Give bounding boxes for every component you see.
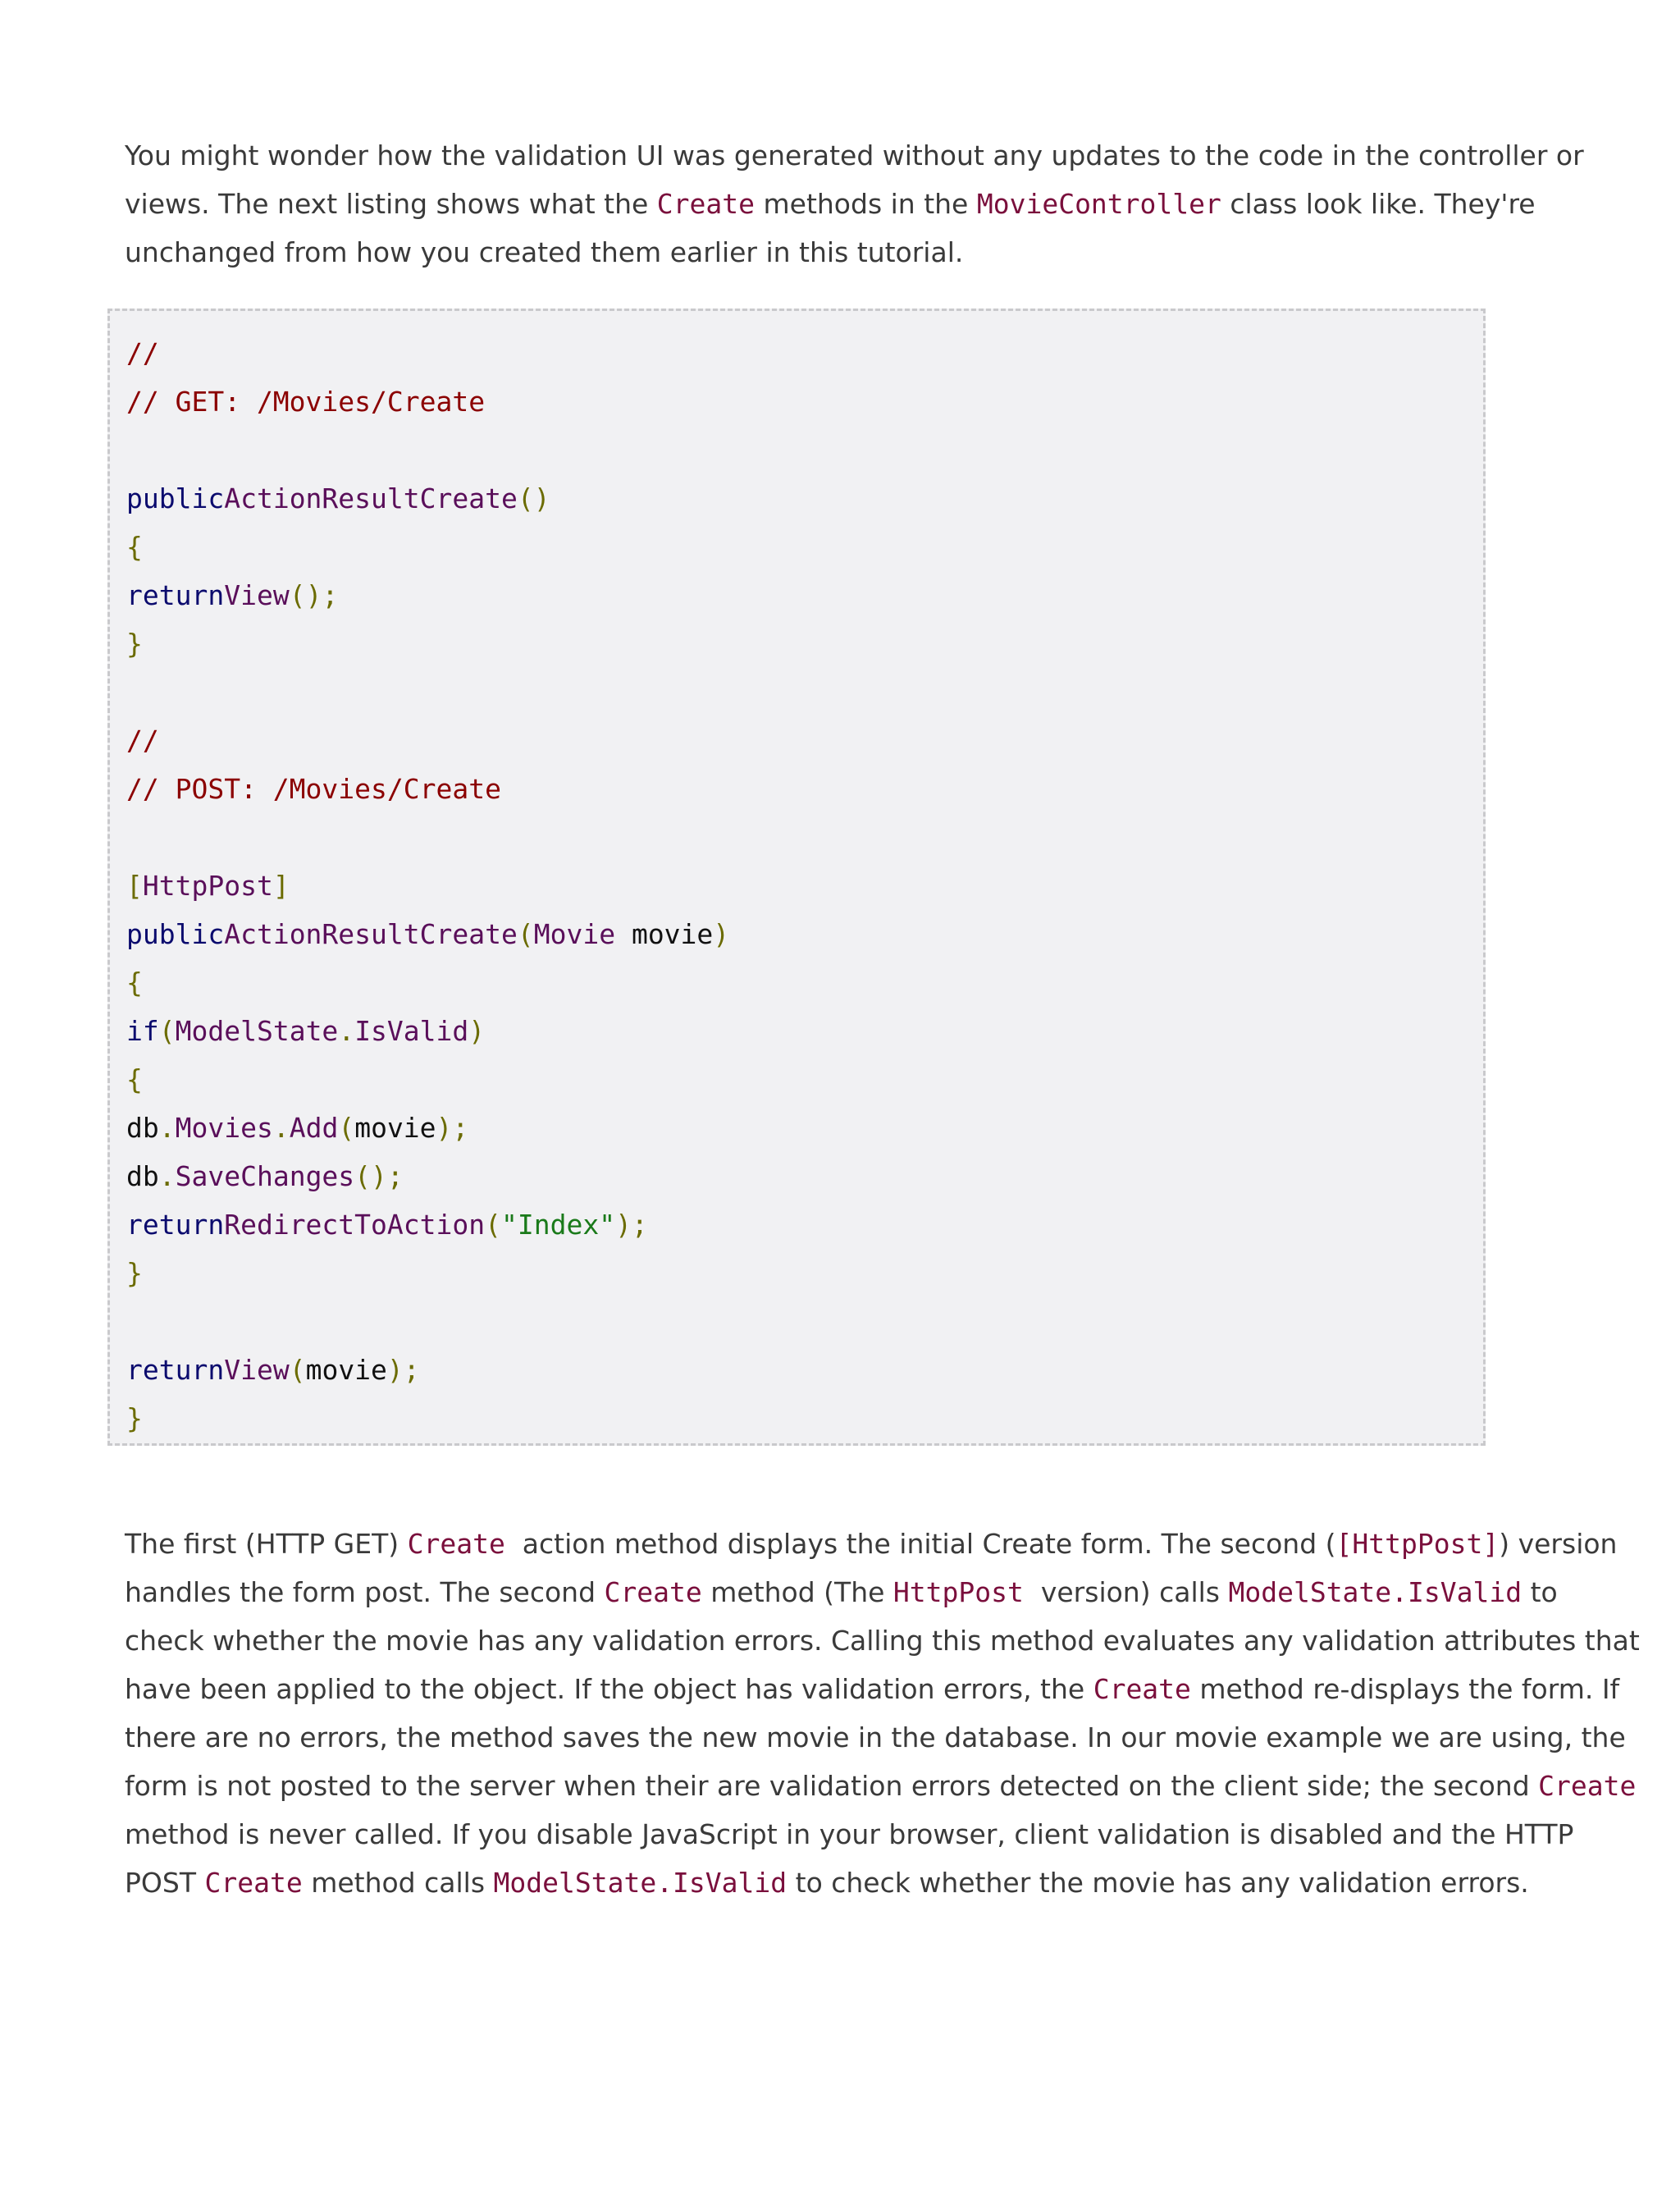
inline-code: Create	[656, 188, 756, 220]
code-token: {	[126, 1063, 143, 1095]
code-token: SaveChanges	[175, 1160, 355, 1192]
code-line	[126, 1152, 1483, 1200]
code-token: View	[224, 579, 290, 611]
text-line	[125, 1810, 1574, 1858]
code-line	[126, 1346, 1483, 1394]
code-token: return	[126, 1354, 225, 1386]
text-run: there are no errors, the method saves the new movie in the database. In our movie example we are using, the	[125, 1721, 1626, 1753]
code-token: if	[126, 1015, 159, 1047]
code-token: ActionResult	[224, 918, 420, 950]
code-token: Create	[419, 482, 518, 514]
text-run: have been applied to the object. If the object has validation errors, the	[125, 1673, 1093, 1705]
inline-code: MovieController	[976, 188, 1221, 220]
text-line	[125, 1520, 1618, 1568]
code-token: ()	[517, 482, 550, 514]
text-run: version) calls	[1023, 1576, 1229, 1608]
code-token: "Index"	[500, 1209, 616, 1241]
text-run: handles the form post. The second	[125, 1576, 605, 1608]
code-line	[126, 571, 1483, 619]
code-token: .	[272, 1112, 290, 1144]
text-run: views. The next listing shows what the	[125, 188, 657, 220]
text-line	[125, 228, 1470, 277]
text-run: methods in the	[755, 188, 977, 220]
code-token: }	[126, 1402, 143, 1434]
code-token: .	[158, 1160, 176, 1192]
code-token: Add	[289, 1112, 339, 1144]
code-blank-line	[126, 1297, 1483, 1346]
code-token: // GET: /Movies/Create	[126, 386, 486, 418]
text-line	[125, 1713, 1626, 1762]
inline-code: Create	[1093, 1673, 1191, 1705]
text-run: action method displays the initial Create form. The second (	[504, 1528, 1336, 1560]
text-line	[125, 131, 1584, 180]
code-blank-line	[126, 668, 1483, 716]
text-line	[125, 180, 1536, 228]
text-run: form is not posted to the server when their are validation errors detected on the client side; the second	[125, 1770, 1539, 1802]
code-line	[126, 523, 1483, 571]
code-token: View	[224, 1354, 290, 1386]
code-token: ();	[289, 579, 339, 611]
code-line	[126, 910, 1483, 958]
code-line	[126, 1055, 1483, 1104]
text-run: ) version	[1499, 1528, 1618, 1560]
code-token: HttpPost	[142, 870, 273, 902]
code-token: )	[468, 1015, 486, 1047]
inline-code: [HttpPost]	[1335, 1528, 1500, 1560]
inline-code: ModelState.IsValid	[493, 1867, 788, 1899]
code-line	[126, 716, 1483, 765]
code-token: );	[615, 1209, 648, 1241]
text-line	[125, 1858, 1529, 1907]
text-line	[125, 1616, 1640, 1665]
inline-code: Create	[1538, 1770, 1637, 1802]
code-token: Movies	[175, 1112, 273, 1144]
code-token: }	[126, 628, 143, 660]
code-line	[126, 474, 1483, 523]
intro-paragraph	[125, 131, 1584, 277]
text-line	[125, 1762, 1637, 1810]
code-token: ActionResult	[224, 482, 420, 514]
text-line	[125, 1568, 1558, 1616]
code-token: (	[485, 1209, 501, 1241]
code-token: .	[158, 1112, 176, 1144]
text-run: POST	[125, 1867, 205, 1899]
code-line	[126, 1394, 1483, 1442]
text-run: The first (HTTP GET)	[125, 1528, 408, 1560]
code-token: [	[126, 870, 143, 902]
code-line	[126, 1104, 1483, 1152]
code-token: ]	[272, 870, 290, 902]
code-token: (	[338, 1112, 355, 1144]
code-token: ();	[354, 1160, 404, 1192]
inline-code: Create	[204, 1867, 303, 1899]
code-token: (	[517, 918, 534, 950]
code-token: movie	[354, 1112, 436, 1144]
inline-code: Create	[604, 1576, 702, 1608]
code-token: Movie	[533, 918, 616, 950]
code-token: // POST: /Movies/Create	[126, 773, 501, 805]
code-token: ModelState	[175, 1015, 339, 1047]
code-line	[126, 1200, 1483, 1249]
code-token: movie	[615, 918, 714, 950]
text-run: to	[1522, 1576, 1558, 1608]
code-token: }	[126, 1257, 143, 1289]
code-blank-line	[126, 813, 1483, 862]
code-token: RedirectToAction	[224, 1209, 486, 1241]
inline-code: Create	[407, 1528, 505, 1560]
text-run: check whether the movie has any validation errors. Calling this method evaluates any validation attributes that	[125, 1625, 1640, 1657]
text-run: class look like. They're	[1221, 188, 1536, 220]
code-token: );	[436, 1112, 469, 1144]
code-token: (	[289, 1354, 306, 1386]
inline-code: HttpPost	[892, 1576, 1024, 1608]
code-line	[126, 1249, 1483, 1297]
inline-code: ModelState.IsValid	[1228, 1576, 1522, 1608]
code-token: );	[386, 1354, 420, 1386]
code-token: //	[126, 337, 159, 369]
code-line	[126, 765, 1483, 813]
code-token: //	[126, 725, 159, 757]
text-run: method (The	[701, 1576, 893, 1608]
code-line	[126, 1007, 1483, 1055]
code-token: db	[126, 1112, 159, 1144]
code-token: {	[126, 531, 143, 563]
code-token: )	[713, 918, 730, 950]
code-token: return	[126, 579, 225, 611]
code-token: {	[126, 967, 143, 999]
text-line	[125, 1665, 1620, 1713]
code-line	[126, 862, 1483, 910]
code-token: .	[338, 1015, 355, 1047]
code-token: movie	[305, 1354, 387, 1386]
code-line	[126, 377, 1483, 426]
explanation-paragraph	[125, 1520, 1640, 1907]
code-line	[126, 619, 1483, 668]
code-token: public	[126, 482, 225, 514]
code-token: return	[126, 1209, 225, 1241]
text-run: method is never called. If you disable JavaScript in your browser, client validation is disabled and the HTTP	[125, 1818, 1574, 1850]
text-run: method calls	[302, 1867, 494, 1899]
code-blank-line	[126, 426, 1483, 474]
code-line	[126, 958, 1483, 1007]
code-line	[126, 329, 1483, 377]
code-token: (	[158, 1015, 176, 1047]
text-run: method re-displays the form. If	[1190, 1673, 1620, 1705]
code-listing	[107, 309, 1486, 1446]
text-run: to check whether the movie has any validation errors.	[787, 1867, 1529, 1899]
code-token: IsValid	[354, 1015, 469, 1047]
code-token: Create	[419, 918, 518, 950]
text-run: You might wonder how the validation UI was generated without any updates to the code in the controller or	[125, 139, 1584, 171]
code-token: public	[126, 918, 225, 950]
code-token: db	[126, 1160, 159, 1192]
text-run: unchanged from how you created them earlier in this tutorial.	[125, 236, 964, 268]
